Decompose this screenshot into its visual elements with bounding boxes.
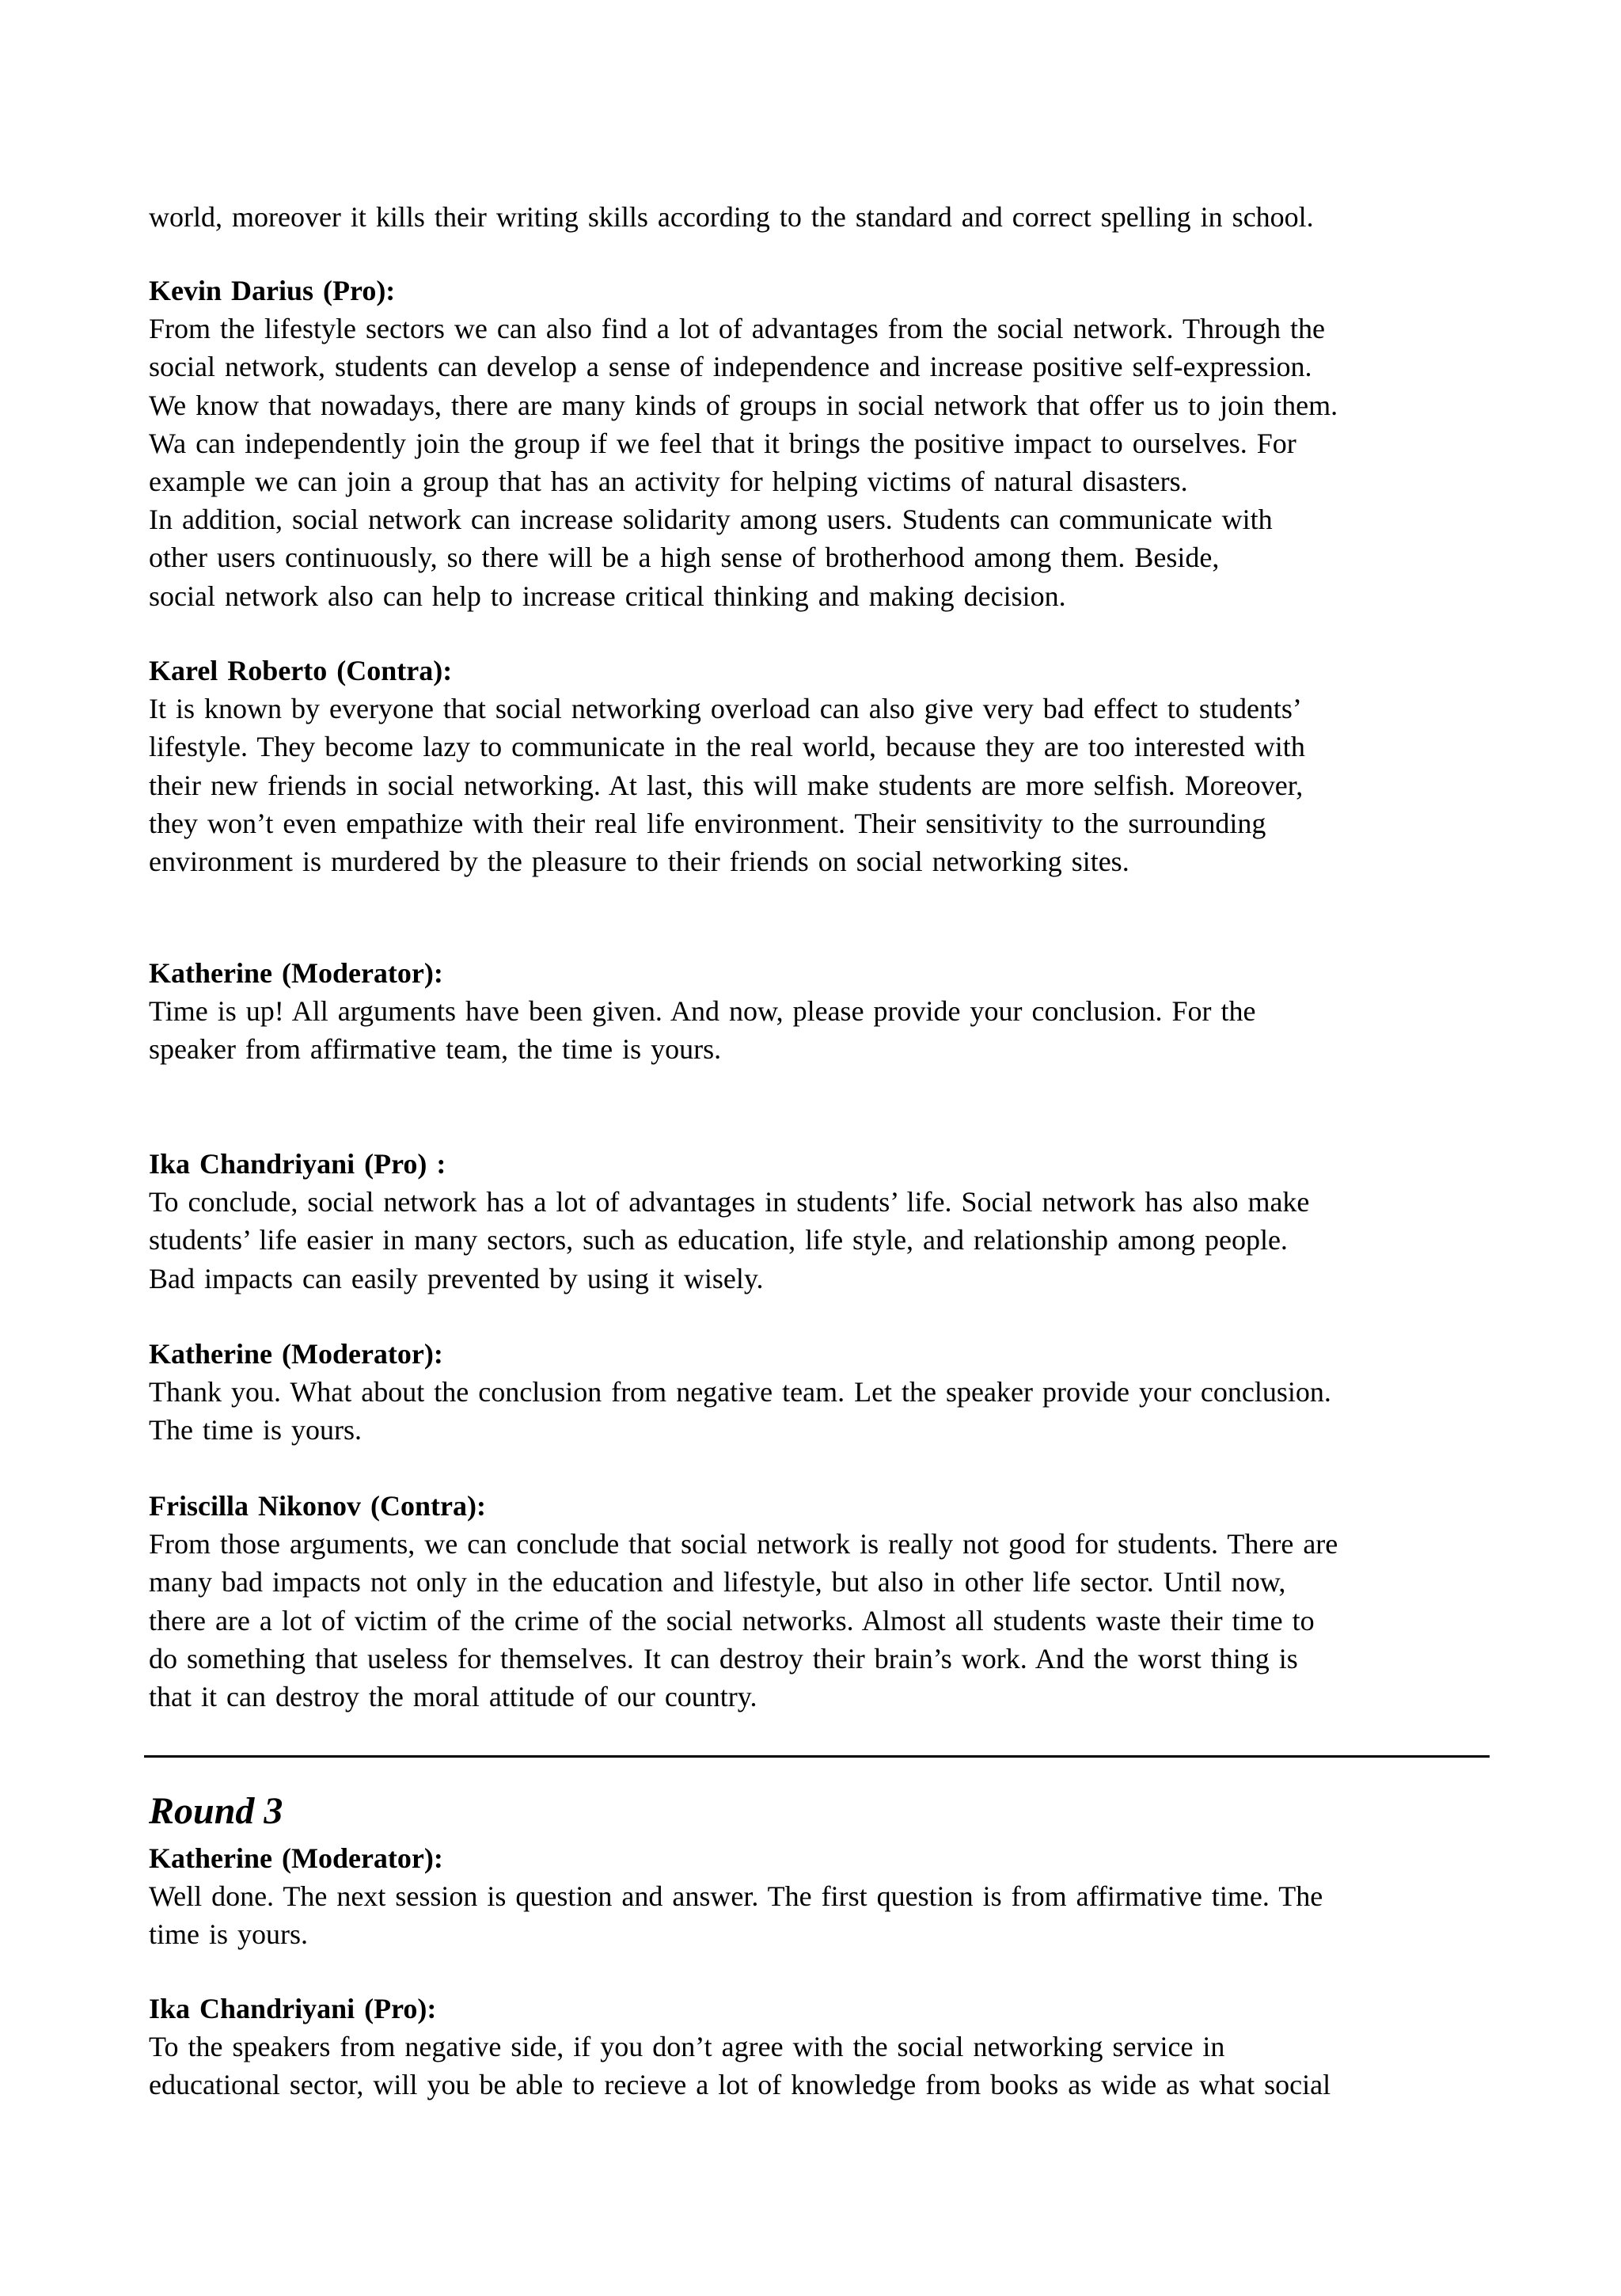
paragraph-line: world, moreover it kills their writing skills according to the standard and correct spelling in school.	[149, 201, 1314, 233]
speech-karel-roberto	[149, 652, 1510, 880]
paragraph-line: Well done. The next session is question and answer. The first question is from affirmative time. The	[149, 1880, 1323, 1913]
paragraph-line: many bad impacts not only in the education and lifestyle, but also in other life sector. Until now,	[149, 1566, 1286, 1598]
speaker-label: Katherine (Moderator):	[149, 957, 443, 989]
speaker-label: Ika Chandriyani (Pro):	[149, 1993, 437, 2024]
paragraph-line: there are a lot of victim of the crime of the social networks. Almost all students waste their time to	[149, 1604, 1315, 1636]
paragraph-line: Wa can independently join the group if we feel that it brings the positive impact to ourselves. For	[149, 427, 1296, 459]
paragraph-line: To conclude, social network has a lot of advantages in students’ life. Social network has also make	[149, 1186, 1310, 1218]
paragraph-line: It is known by everyone that social networking overload can also give very bad effect to students’	[149, 693, 1302, 725]
speaker-label: Katherine (Moderator):	[149, 1842, 443, 1874]
paragraph-line: We know that nowadays, there are many kinds of groups in social network that offer us to join them.	[149, 389, 1338, 421]
paragraph-line: Time is up! All arguments have been given. And now, please provide your conclusion. For the	[149, 995, 1256, 1028]
speaker-label: Karel Roberto (Contra):	[149, 655, 453, 686]
paragraph-line: The time is yours.	[149, 1414, 362, 1446]
paragraph-line: social network also can help to increase critical thinking and making decision.	[149, 580, 1066, 612]
paragraph-continuation	[149, 198, 1510, 236]
paragraph-line: social network, students can develop a sense of independence and increase positive self-expression.	[149, 351, 1312, 383]
speaker-label: Kevin Darius (Pro):	[149, 275, 396, 306]
paragraph-line: lifestyle. They become lazy to communicate in the real world, because they are too interested with	[149, 731, 1305, 763]
paragraph-line: time is yours.	[149, 1918, 308, 1951]
paragraph-line: Thank you. What about the conclusion from negative team. Let the speaker provide your conclusion.	[149, 1376, 1331, 1408]
paragraph-line: In addition, social network can increase solidarity among users. Students can communicate with	[149, 504, 1273, 536]
speaker-label: Katherine (Moderator):	[149, 1338, 443, 1370]
paragraph-line: From those arguments, we can conclude that social network is really not good for students. There are	[149, 1528, 1338, 1560]
speech-katherine-moderator	[149, 1335, 1510, 1450]
paragraph-line: speaker from affirmative team, the time is yours.	[149, 1033, 722, 1066]
paragraph-line: they won’t even empathize with their real life environment. Their sensitivity to the surrounding	[149, 807, 1266, 839]
speaker-label: Friscilla Nikonov (Contra):	[149, 1490, 486, 1522]
paragraph-line: their new friends in social networking. At last, this will make students are more selfish. Moreover,	[149, 769, 1304, 801]
paragraph-line: do something that useless for themselves. It can destroy their brain’s work. And the worst thing is	[149, 1642, 1298, 1674]
paragraph-line: that it can destroy the moral attitude of our country.	[149, 1680, 757, 1712]
paragraph-line: environment is murdered by the pleasure to their friends on social networking sites.	[149, 845, 1129, 877]
round-heading: Round 3	[149, 1790, 283, 1832]
speaker-label: Ika Chandriyani (Pro) :	[149, 1148, 446, 1180]
paragraph-line: educational sector, will you be able to recieve a lot of knowledge from books as wide as what social	[149, 2069, 1331, 2101]
paragraph-line: Bad impacts can easily prevented by using it wisely.	[149, 1262, 764, 1294]
speech-kevin-darius	[149, 272, 1510, 615]
speech-ika-chandriyani	[149, 1990, 1510, 2104]
paragraph-line: From the lifestyle sectors we can also find a lot of advantages from the social network. Through the	[149, 313, 1325, 345]
speech-friscilla-nikonov	[149, 1487, 1510, 1716]
paragraph-line: To the speakers from negative side, if you don’t agree with the social networking service in	[149, 2031, 1225, 2063]
section-divider	[144, 1755, 1490, 1758]
paragraph-line: other users continuously, so there will be a high sense of brotherhood among them. Beside,	[149, 542, 1220, 574]
speech-katherine-moderator	[149, 954, 1510, 1069]
speech-katherine-moderator	[149, 1839, 1510, 1954]
paragraph-line: students’ life easier in many sectors, such as education, life style, and relationship among people.	[149, 1224, 1288, 1256]
speech-ika-chandriyani	[149, 1145, 1510, 1298]
paragraph-line: example we can join a group that has an activity for helping victims of natural disasters.	[149, 465, 1188, 497]
